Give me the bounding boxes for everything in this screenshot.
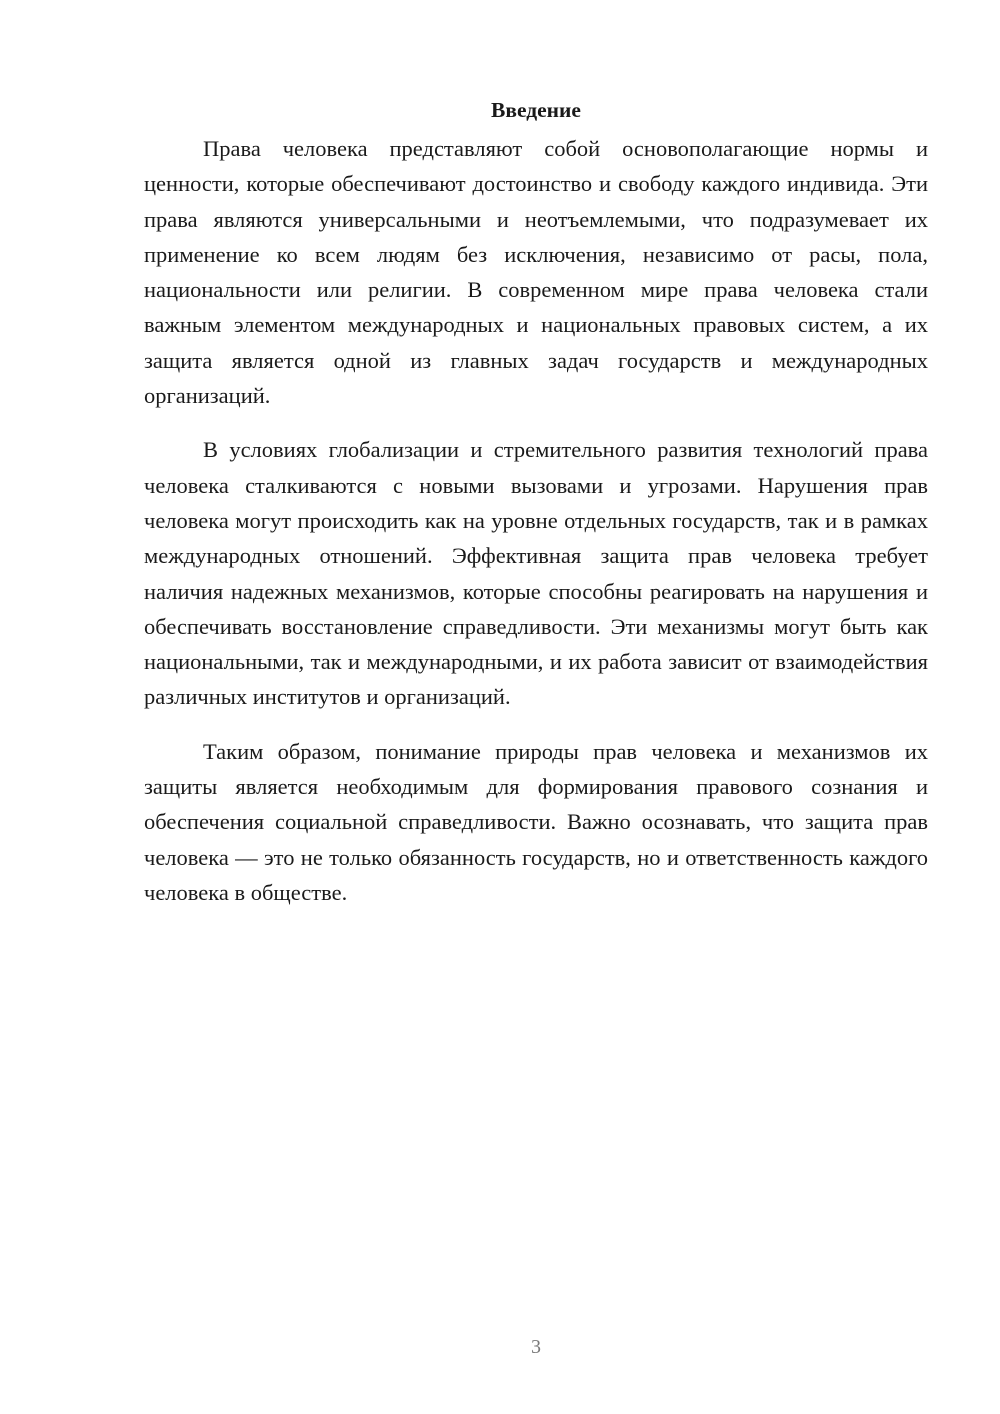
section-heading: Введение [491,98,581,122]
paragraph-1: Права человека представляют собой основополагающие нормы и ценности, которые обеспечивают достоинство и свободу каждого индивида. Эти права являются универсальными и неотъемлемыми, что подразумевает их применение ко всем людям без исключения, независимо от расы, пола, национальности или религии. В современном мире права человека стали важным элементом международных и национальных правовых систем, а их защита является одной из главных задач государств и международных организаций. [144,136,928,409]
document-body [144,92,928,929]
paragraph-2: В условиях глобализации и стремительного развития технологий права человека сталкиваются с новыми вызовами и угрозами. Нарушения прав человека могут происходить как на уровне отдельных государств, так и в рамках международных отношений. Эффективная защита прав человека требует наличия надежных механизмов, которые способны реагировать на нарушения и обеспечивать восстановление справедливости. Эти механизмы могут быть как национальными, так и международными, и их работа зависит от взаимодействия различных институтов и организаций. [144,437,928,710]
page-number: 3 [531,1336,541,1358]
paragraph-3: Таким образом, понимание природы прав человека и механизмов их защиты является необходимым для формирования правового сознания и обеспечения социальной справедливости. Важно осознавать, что защита прав человека — это не только обязанность государств, но и ответственность каждого человека в обществе. [144,738,928,905]
